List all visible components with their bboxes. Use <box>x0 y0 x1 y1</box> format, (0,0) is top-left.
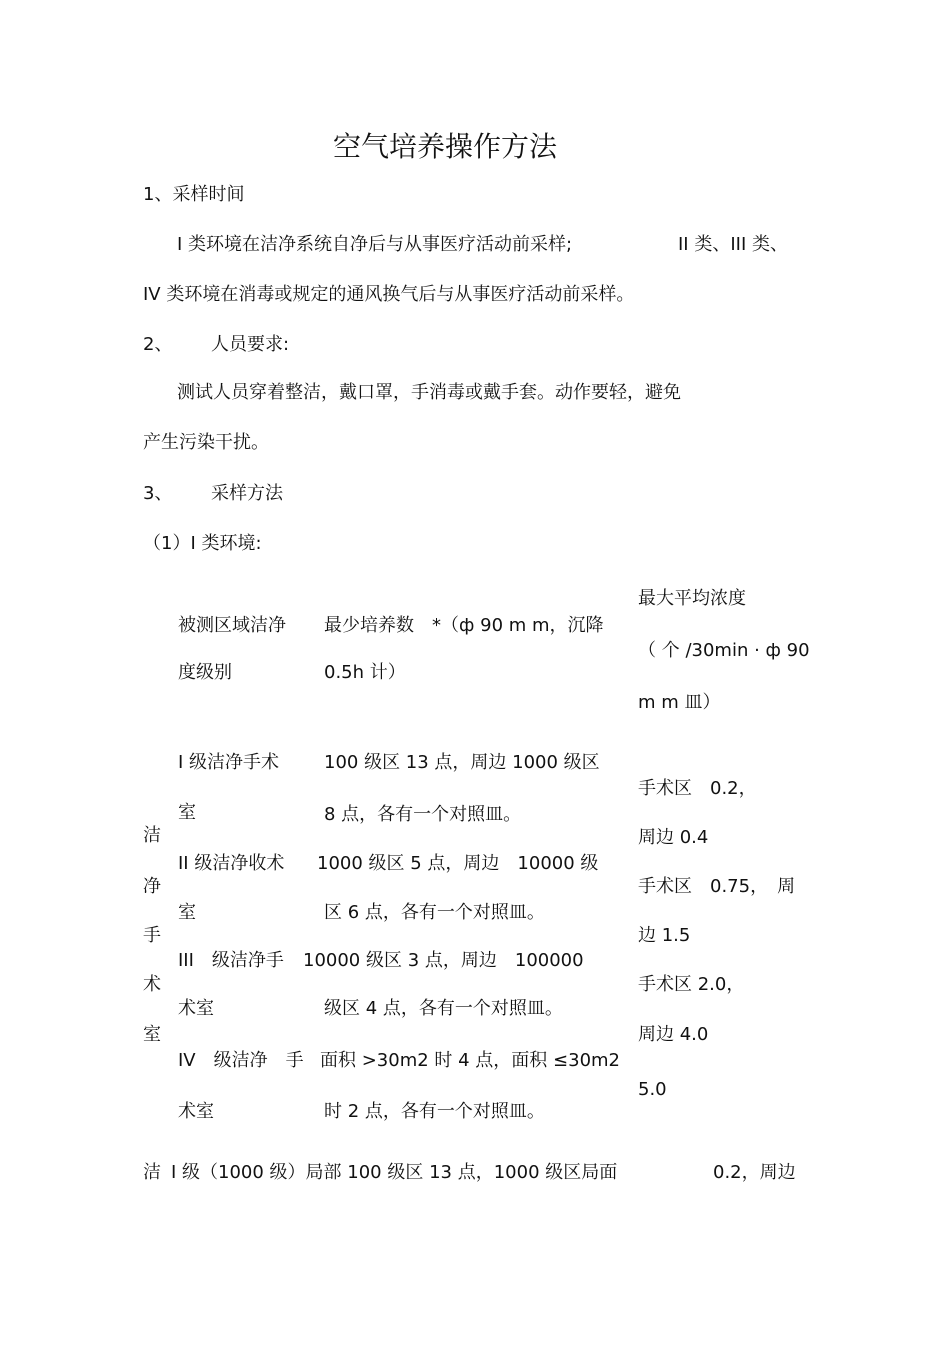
table-header-count-line-1: 最少培养数 *（ф 90 m m，沉降 <box>324 615 604 636</box>
table-row-2-max-line-1: 手术区 0.75， 周 <box>638 876 796 897</box>
table-row-1-max-line-2: 周边 0.4 <box>638 827 709 848</box>
table-row-4-area-line-2: 术室 <box>178 1101 214 1122</box>
section-2-heading: 人员要求: <box>211 334 290 355</box>
table-row-1-area-line-1: I 级洁净手术 <box>178 752 280 773</box>
section-1-paragraph-line-1b: II 类、III 类、 <box>678 234 788 255</box>
table-row-5-group-char: 洁 <box>143 1162 161 1183</box>
table-row-4-count-line-2: 时 2 点，各有一个对照皿。 <box>324 1101 545 1122</box>
table-group-char-4: 术 <box>143 974 161 995</box>
table-row-4-count-line-1: 面积 >30m2 时 4 点，面积 ≤30m2 <box>320 1050 621 1071</box>
table-header-max-line-2: （ 个 /30min · ф 90 <box>638 640 810 661</box>
table-row-1-count-line-1: 100 级区 13 点，周边 1000 级区 <box>324 752 600 773</box>
table-group-char-2: 净 <box>143 876 161 897</box>
table-row-4-area-line-1: IV 级洁净 手 <box>178 1050 304 1071</box>
table-header-max-line-3: m m 皿） <box>638 692 721 713</box>
table-row-2-count-line-2: 区 6 点，各有一个对照皿。 <box>324 902 545 923</box>
table-row-4-max-line-1: 5.0 <box>638 1079 667 1100</box>
section-1-heading: 1、采样时间 <box>143 184 245 205</box>
table-row-2-area-line-1: II 级洁净收术 <box>178 853 285 874</box>
table-row-1-area-line-2: 室 <box>178 802 196 823</box>
table-row-1-count-line-2: 8 点，各有一个对照皿。 <box>324 804 522 825</box>
table-row-5-area-count: I 级（1000 级）局部 100 级区 13 点，1000 级区局面 <box>171 1162 618 1183</box>
table-row-3-max-line-2: 周边 4.0 <box>638 1024 709 1045</box>
table-row-5-max: 0.2，周边 <box>713 1162 796 1183</box>
table-header-max-line-1: 最大平均浓度 <box>638 588 746 609</box>
table-row-3-area-line-1: III 级洁净手 <box>178 950 284 971</box>
table-row-2-max-line-2: 边 1.5 <box>638 925 691 946</box>
section-2-paragraph-line-1: 测试人员穿着整洁，戴口罩，手消毒或戴手套。动作要轻，避免 <box>177 382 681 403</box>
section-1-paragraph-line-2: IV 类环境在消毒或规定的通风换气后与从事医疗活动前采样。 <box>143 284 635 305</box>
section-3-subheading: （1）I 类环境: <box>143 533 262 554</box>
table-header-area-line-2: 度级别 <box>178 662 232 683</box>
page-title: 空气培养操作方法 <box>333 130 558 163</box>
table-row-3-count-line-1: 10000 级区 3 点，周边 100000 <box>303 950 584 971</box>
table-group-char-5: 室 <box>143 1024 161 1045</box>
table-group-char-3: 手 <box>143 925 161 946</box>
table-row-2-area-line-2: 室 <box>178 902 196 923</box>
table-group-char-1: 洁 <box>143 825 161 846</box>
table-header-count-line-2: 0.5h 计） <box>324 662 406 683</box>
section-3-heading: 采样方法 <box>211 483 283 504</box>
table-row-3-area-line-2: 术室 <box>178 998 214 1019</box>
table-row-3-max-line-1: 手术区 2.0， <box>638 974 745 995</box>
section-1-paragraph-line-1a: I 类环境在洁净系统自净后与从事医疗活动前采样; <box>177 234 573 255</box>
table-header-area-line-1: 被测区域洁净 <box>178 615 286 636</box>
section-3-number: 3、 <box>143 483 173 504</box>
table-row-3-count-line-2: 级区 4 点，各有一个对照皿。 <box>324 998 563 1019</box>
table-row-1-max-line-1: 手术区 0.2， <box>638 778 757 799</box>
section-2-paragraph-line-2: 产生污染干扰。 <box>143 432 269 453</box>
table-row-2-count-line-1: 1000 级区 5 点，周边 10000 级 <box>317 853 599 874</box>
section-2-number: 2、 <box>143 334 173 355</box>
